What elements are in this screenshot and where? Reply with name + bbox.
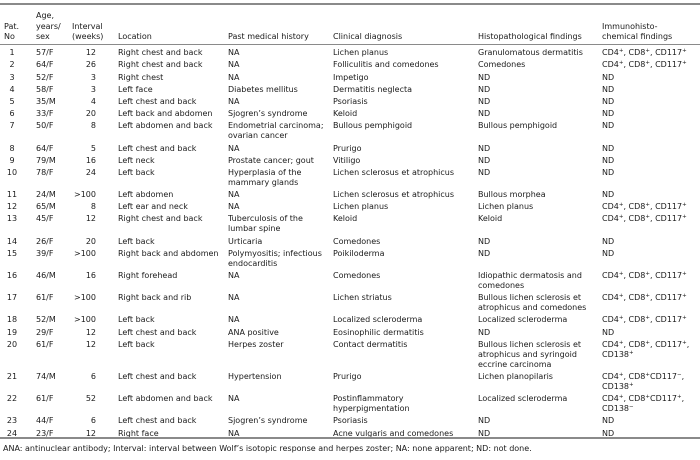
cell-immunohistochemical-findings: ND [602, 72, 615, 82]
cell-immunohistochemical-findings: ND [602, 96, 615, 106]
cell-interval: 12 [85, 48, 96, 58]
cell-past-medical-history: Sjogren’s syndrome [228, 109, 308, 119]
cell-immunohistochemical-findings: ND [602, 327, 615, 337]
cell-age-sex: 26/F [36, 236, 54, 246]
cell-interval: 3 [90, 72, 96, 82]
cell-clinical-diagnosis: Prurigo [333, 143, 362, 153]
cell-interval: 8 [90, 202, 96, 212]
table-row [0, 200, 700, 212]
table-row [0, 313, 700, 325]
table-row [0, 166, 700, 188]
header-age-sex: Age, years/ sex [36, 11, 61, 41]
cell-interval: 52 [85, 394, 96, 404]
cell-immunohistochemical-findings: CD4+, CD8+, CD117+ [602, 48, 687, 58]
cell-histopathological-findings: Bullous lichen sclerosis et atrophicus and syringoid eccrine carcinoma [478, 339, 582, 369]
cell-immunohistochemical-findings: CD4+, CD8+CD117−, CD138+ [602, 371, 685, 391]
cell-past-medical-history: NA [228, 190, 240, 200]
cell-immunohistochemical-findings: CD4+, CD8+, CD117+ [602, 271, 687, 280]
cell-location: Left face [118, 84, 153, 94]
cell-pat-no: 24 [6, 428, 18, 438]
cell-clinical-diagnosis: Lichen sclerosus et atrophicus [333, 190, 455, 200]
cell-location: Left neck [118, 155, 155, 165]
cell-location: Left chest and back [118, 327, 197, 337]
cell-past-medical-history: NA [228, 271, 240, 280]
header-interval: Interval (weeks) [72, 21, 104, 41]
cell-histopathological-findings: Keloid [478, 214, 503, 224]
cell-pat-no: 13 [6, 214, 18, 224]
cell-age-sex: 52/M [36, 315, 56, 325]
cell-pat-no: 23 [6, 416, 18, 426]
cell-location: Right back and abdomen [118, 248, 219, 258]
cell-past-medical-history: Diabetes mellitus [228, 84, 298, 94]
cell-pat-no: 6 [9, 109, 15, 119]
cell-interval: 5 [90, 143, 96, 153]
table-row [0, 154, 700, 166]
cell-clinical-diagnosis: Dermatitis neglecta [333, 84, 413, 94]
cell-age-sex: 52/F [36, 72, 54, 82]
header-clinical-diagnosis: Clinical diagnosis [333, 31, 403, 41]
cell-clinical-diagnosis: Keloid [333, 214, 358, 224]
table-body [0, 46, 700, 439]
cell-pat-no: 16 [6, 271, 18, 280]
cell-pat-no: 10 [6, 167, 18, 177]
cell-histopathological-findings: ND [478, 428, 491, 438]
cell-past-medical-history: ANA positive [228, 327, 279, 337]
cell-histopathological-findings: ND [478, 84, 491, 94]
cell-past-medical-history: Prostate cancer; gout [228, 155, 314, 165]
cell-histopathological-findings: Localized scleroderma [478, 394, 568, 404]
cell-histopathological-findings: Lichen planopilaris [478, 371, 553, 381]
cell-past-medical-history: Urticaria [228, 236, 263, 246]
cell-location: Left abdomen and back [118, 121, 213, 131]
cell-interval: >100 [74, 248, 96, 258]
cell-pat-no: 7 [9, 121, 15, 131]
cell-past-medical-history: NA [228, 96, 240, 106]
cell-age-sex: 61/F [36, 339, 54, 349]
table-row [0, 107, 700, 119]
table-row [0, 83, 700, 95]
table-row [0, 325, 700, 337]
table-row [0, 119, 700, 141]
cell-histopathological-findings: ND [478, 167, 491, 177]
cell-past-medical-history: NA [228, 428, 240, 438]
cell-location: Left back and abdomen [118, 109, 213, 119]
cell-age-sex: 58/F [36, 84, 54, 94]
cell-age-sex: 61/F [36, 394, 54, 404]
cell-immunohistochemical-findings: CD4+, CD8+, CD117+ [602, 202, 687, 212]
cell-past-medical-history: NA [228, 394, 240, 404]
table-row [0, 188, 700, 200]
cell-age-sex: 50/F [36, 121, 54, 131]
header-past-medical-history: Past medical history [228, 31, 309, 41]
cell-clinical-diagnosis: Bullous pemphigoid [333, 121, 413, 131]
cell-location: Right face [118, 428, 159, 438]
cell-immunohistochemical-findings: ND [602, 84, 615, 94]
cell-location: Left chest and back [118, 371, 197, 381]
cell-interval: 12 [85, 428, 96, 438]
cell-clinical-diagnosis: Impetigo [333, 72, 369, 82]
cell-location: Left ear and neck [118, 202, 188, 212]
cell-clinical-diagnosis: Lichen planus [333, 202, 389, 212]
table-row [0, 392, 700, 414]
cell-interval: 16 [85, 155, 96, 165]
cell-location: Right back and rib [118, 293, 192, 303]
cell-interval: 20 [85, 236, 96, 246]
cell-location: Right forehead [118, 271, 178, 280]
cell-histopathological-findings: Bullous morphea [478, 190, 546, 200]
cell-past-medical-history: NA [228, 143, 240, 153]
cell-past-medical-history: NA [228, 202, 240, 212]
cell-clinical-diagnosis: Folliculitis and comedones [333, 60, 439, 70]
table-row [0, 58, 700, 70]
cell-histopathological-findings: ND [478, 109, 491, 119]
cell-pat-no: 12 [6, 202, 18, 212]
cell-immunohistochemical-findings: ND [602, 416, 615, 426]
cell-age-sex: 65/M [36, 202, 56, 212]
table-footnote: ANA: antinuclear antibody; Interval: interval between Wolf’s isotopic response and herpes zoster; NA: none apparent; ND: not done. [3, 444, 532, 453]
cell-past-medical-history: NA [228, 60, 240, 70]
cell-immunohistochemical-findings: ND [602, 155, 615, 165]
cell-pat-no: 8 [9, 143, 15, 153]
cell-age-sex: 39/F [36, 248, 54, 258]
cell-clinical-diagnosis: Poikiloderma [333, 248, 385, 258]
cell-past-medical-history: Endometrial carcinoma; ovarian cancer [228, 121, 324, 141]
cell-past-medical-history: Polymyositis; infectious endocarditis [228, 248, 322, 268]
cell-location: Left chest and back [118, 96, 197, 106]
cell-past-medical-history: Hypertension [228, 371, 282, 381]
cell-histopathological-findings: ND [478, 236, 491, 246]
cell-location: Left back [118, 315, 155, 325]
cell-past-medical-history: NA [228, 48, 240, 58]
cell-interval: 3 [90, 84, 96, 94]
cell-interval: 6 [90, 416, 96, 426]
cell-interval: 16 [85, 271, 96, 280]
cell-past-medical-history: Tuberculosis of the lumbar spine [228, 214, 303, 234]
cell-immunohistochemical-findings: ND [602, 248, 615, 258]
cell-immunohistochemical-findings: CD4+, CD8+, CD117+ [602, 293, 687, 303]
cell-interval: 6 [90, 371, 96, 381]
cell-pat-no: 3 [9, 72, 15, 82]
cell-clinical-diagnosis: Lichen planus [333, 48, 389, 58]
cell-age-sex: 79/M [36, 155, 56, 165]
cell-immunohistochemical-findings: CD4+, CD8+, CD117+, CD138+ [602, 339, 690, 359]
cell-past-medical-history: NA [228, 315, 240, 325]
cell-histopathological-findings: ND [478, 143, 491, 153]
cell-interval: >100 [74, 190, 96, 200]
cell-location: Right chest and back [118, 48, 203, 58]
cell-histopathological-findings: Granulomatous dermatitis [478, 48, 583, 58]
cell-interval: >100 [74, 315, 96, 325]
cell-pat-no: 14 [6, 236, 18, 246]
cell-location: Left back [118, 167, 155, 177]
cell-clinical-diagnosis: Prurigo [333, 371, 362, 381]
table-bottom-rule [0, 437, 700, 439]
cell-immunohistochemical-findings: ND [602, 121, 615, 131]
table-row [0, 338, 700, 370]
header-location: Location [118, 31, 152, 41]
cell-histopathological-findings: Comedones [478, 60, 526, 70]
cell-immunohistochemical-findings: ND [602, 236, 615, 246]
cell-histopathological-findings: ND [478, 72, 491, 82]
cell-interval: 4 [90, 96, 96, 106]
cell-age-sex: 23/F [36, 428, 54, 438]
cell-clinical-diagnosis: Comedones [333, 271, 381, 280]
cell-clinical-diagnosis: Keloid [333, 109, 358, 119]
cell-location: Right chest and back [118, 60, 203, 70]
table-header-rule [0, 44, 700, 45]
cell-histopathological-findings: Idiopathic dermatosis and comedones [478, 271, 582, 290]
cell-clinical-diagnosis: Psoriasis [333, 96, 368, 106]
cell-age-sex: 33/F [36, 109, 54, 119]
cell-clinical-diagnosis: Vitiligo [333, 155, 361, 165]
cell-histopathological-findings: Lichen planus [478, 202, 534, 212]
cell-pat-no: 9 [9, 155, 15, 165]
cell-pat-no: 22 [6, 394, 18, 404]
cell-immunohistochemical-findings: CD4+, CD8+, CD117+ [602, 214, 687, 224]
cell-pat-no: 11 [6, 190, 18, 200]
cell-age-sex: 78/F [36, 167, 54, 177]
cell-age-sex: 46/M [36, 271, 56, 280]
cell-histopathological-findings: Localized scleroderma [478, 315, 568, 325]
table-row [0, 414, 700, 426]
cell-age-sex: 45/F [36, 214, 54, 224]
cell-immunohistochemical-findings: CD4+, CD8+CD117+, CD138− [602, 394, 685, 414]
cell-location: Left abdomen [118, 190, 174, 200]
cell-histopathological-findings: ND [478, 327, 491, 337]
cell-clinical-diagnosis: Comedones [333, 236, 381, 246]
cell-pat-no: 15 [6, 248, 18, 258]
cell-pat-no: 1 [9, 48, 15, 58]
cell-location: Left chest and back [118, 143, 197, 153]
cell-past-medical-history: NA [228, 72, 240, 82]
cell-age-sex: 64/F [36, 60, 54, 70]
cell-pat-no: 17 [6, 293, 18, 303]
header-histopathological-findings: Histopathological findings [478, 31, 582, 41]
cell-pat-no: 21 [6, 371, 18, 381]
cell-location: Left back [118, 339, 155, 349]
table-row [0, 291, 700, 313]
cell-clinical-diagnosis: Localized scleroderma [333, 315, 423, 325]
cell-pat-no: 5 [9, 96, 15, 106]
cell-pat-no: 18 [6, 315, 18, 325]
cell-histopathological-findings: ND [478, 248, 491, 258]
cell-location: Right chest [118, 72, 164, 82]
cell-past-medical-history: Herpes zoster [228, 339, 284, 349]
cell-interval: 20 [85, 109, 96, 119]
cell-histopathological-findings: ND [478, 155, 491, 165]
cell-clinical-diagnosis: Eosinophilic dermatitis [333, 327, 424, 337]
cell-interval: >100 [74, 293, 96, 303]
table-row [0, 46, 700, 58]
cell-clinical-diagnosis: Postinflammatory hyperpigmentation [333, 394, 410, 414]
cell-past-medical-history: Sjogren’s syndrome [228, 416, 308, 426]
cell-location: Right chest and back [118, 214, 203, 224]
table-row [0, 70, 700, 82]
cell-immunohistochemical-findings: ND [602, 109, 615, 119]
cell-location: Left back [118, 236, 155, 246]
cell-clinical-diagnosis: Lichen sclerosus et atrophicus [333, 167, 455, 177]
table-row [0, 247, 700, 269]
cell-age-sex: 24/M [36, 190, 56, 200]
table-top-rule [0, 3, 700, 5]
cell-age-sex: 57/F [36, 48, 54, 58]
cell-age-sex: 35/M [36, 96, 56, 106]
cell-histopathological-findings: ND [478, 96, 491, 106]
table-row [0, 269, 700, 291]
cell-location: Left abdomen and back [118, 394, 213, 404]
cell-clinical-diagnosis: Acne vulgaris and comedones [333, 428, 454, 438]
cell-pat-no: 20 [6, 339, 18, 349]
cell-histopathological-findings: ND [478, 416, 491, 426]
cell-immunohistochemical-findings: CD4+, CD8+, CD117+ [602, 60, 687, 70]
header-pat-no: Pat. No [4, 21, 20, 41]
table-row [0, 234, 700, 246]
cell-age-sex: 64/F [36, 143, 54, 153]
table-row [0, 370, 700, 392]
cell-age-sex: 61/F [36, 293, 54, 303]
cell-immunohistochemical-findings: ND [602, 143, 615, 153]
cell-past-medical-history: Hyperplasia of the mammary glands [228, 167, 302, 187]
cell-histopathological-findings: Bullous pemphigoid [478, 121, 558, 131]
cell-histopathological-findings: Bullous lichen sclerosis et atrophicus and comedones [478, 293, 587, 313]
cell-interval: 26 [85, 60, 96, 70]
cell-location: Left chest and back [118, 416, 197, 426]
cell-clinical-diagnosis: Lichen striatus [333, 293, 392, 303]
cell-pat-no: 2 [9, 60, 15, 70]
cell-immunohistochemical-findings: ND [602, 428, 615, 438]
table-header [0, 6, 700, 43]
cell-age-sex: 29/F [36, 327, 54, 337]
cell-clinical-diagnosis: Contact dermatitis [333, 339, 408, 349]
cell-age-sex: 44/F [36, 416, 54, 426]
header-immunohistochemical-findings: Immunohisto- chemical findings [602, 21, 673, 41]
cell-age-sex: 74/M [36, 371, 56, 381]
cell-immunohistochemical-findings: ND [602, 190, 615, 200]
cell-pat-no: 19 [6, 327, 18, 337]
table-row [0, 141, 700, 153]
cell-immunohistochemical-findings: ND [602, 167, 615, 177]
cell-pat-no: 4 [9, 84, 15, 94]
cell-clinical-diagnosis: Psoriasis [333, 416, 368, 426]
cell-past-medical-history: NA [228, 293, 240, 303]
table-row [0, 212, 700, 234]
cell-interval: 24 [85, 167, 96, 177]
cell-interval: 12 [85, 214, 96, 224]
cell-interval: 8 [90, 121, 96, 131]
cell-interval: 12 [85, 327, 96, 337]
cell-interval: 12 [85, 339, 96, 349]
cell-immunohistochemical-findings: CD4+, CD8+, CD117+ [602, 315, 687, 325]
table-row [0, 95, 700, 107]
